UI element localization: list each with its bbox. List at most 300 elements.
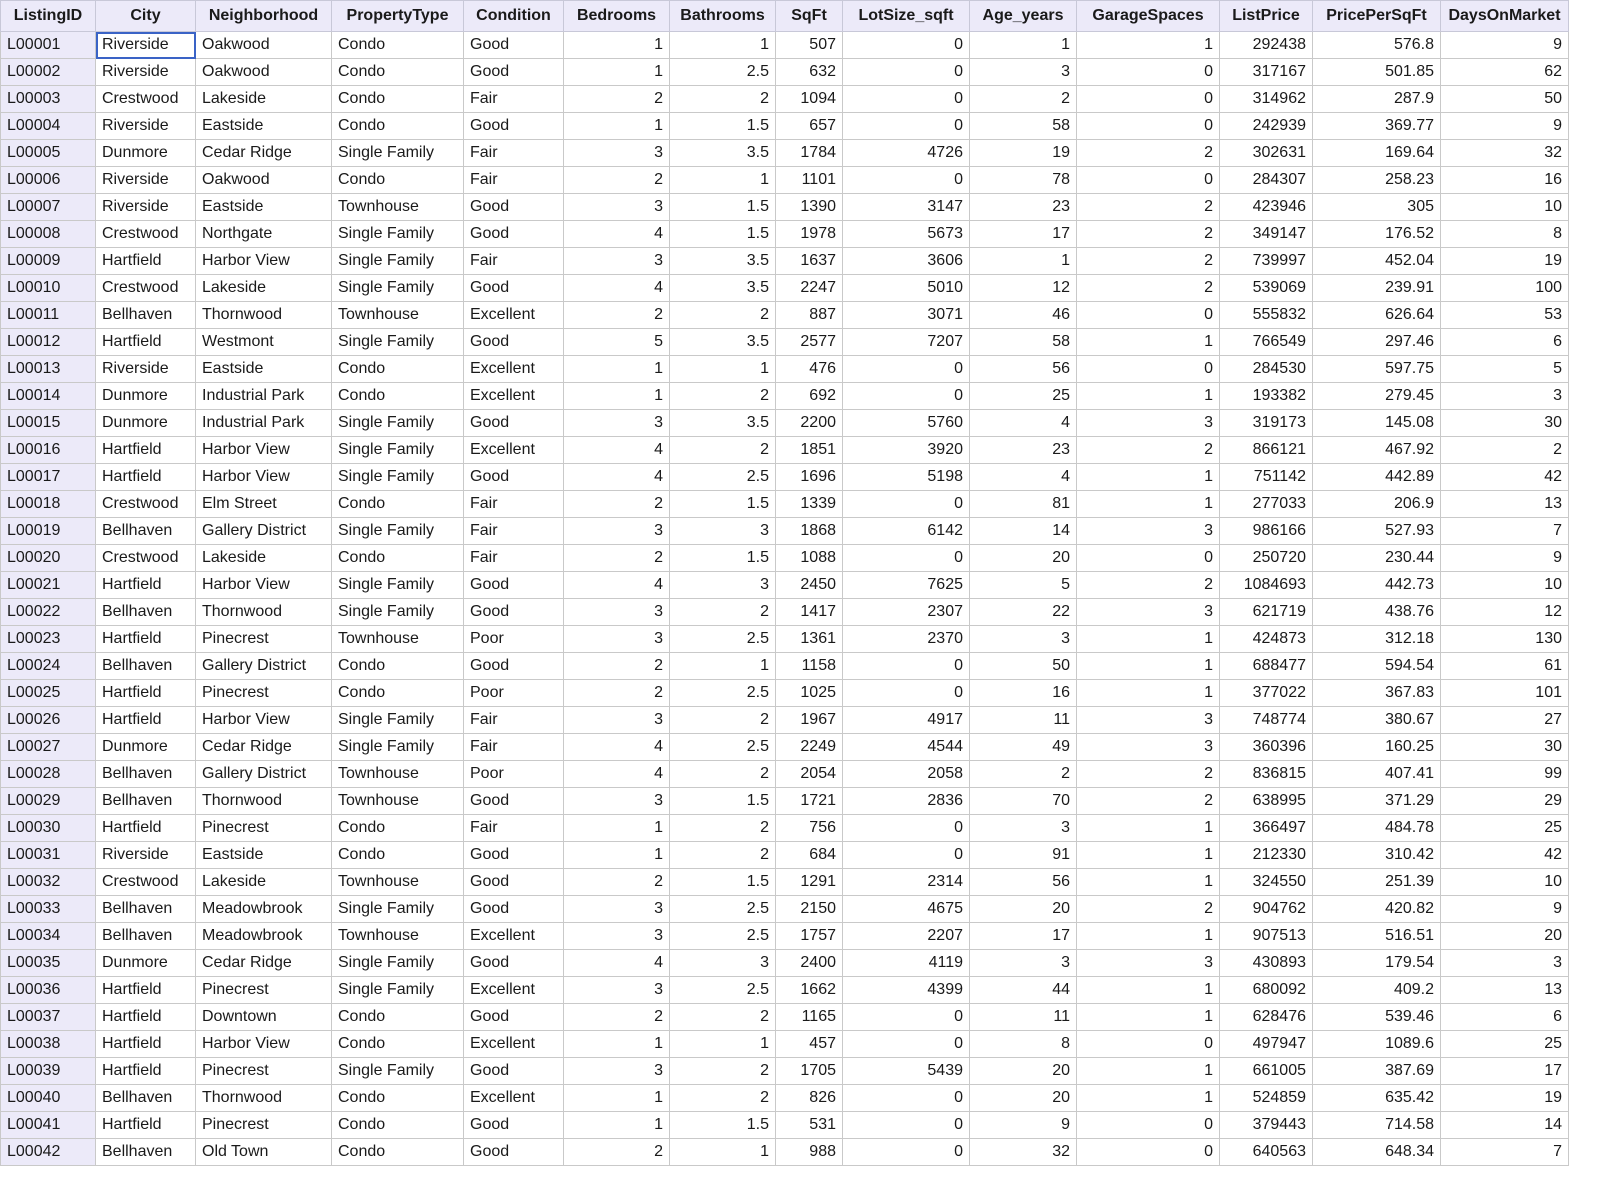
- table-cell[interactable]: Hartfield: [96, 248, 196, 275]
- table-cell[interactable]: 380.67: [1313, 707, 1441, 734]
- table-cell[interactable]: 1: [670, 653, 776, 680]
- table-cell[interactable]: 23: [970, 194, 1077, 221]
- table-cell[interactable]: 1978: [776, 221, 843, 248]
- table-cell[interactable]: 8: [1441, 221, 1569, 248]
- table-cell[interactable]: Good: [464, 410, 564, 437]
- table-cell[interactable]: Poor: [464, 761, 564, 788]
- table-cell[interactable]: 2577: [776, 329, 843, 356]
- table-cell[interactable]: 1.5: [670, 194, 776, 221]
- table-cell[interactable]: Good: [464, 950, 564, 977]
- table-cell[interactable]: 10: [1441, 572, 1569, 599]
- table-cell[interactable]: 2836: [843, 788, 970, 815]
- table-cell[interactable]: Condo: [332, 545, 464, 572]
- table-cell[interactable]: 1: [670, 167, 776, 194]
- table-cell[interactable]: 1: [1077, 329, 1220, 356]
- table-cell[interactable]: L00038: [1, 1031, 96, 1058]
- table-cell[interactable]: 0: [843, 356, 970, 383]
- table-cell[interactable]: 2370: [843, 626, 970, 653]
- table-cell[interactable]: 3.5: [670, 275, 776, 302]
- table-cell[interactable]: 7625: [843, 572, 970, 599]
- table-cell[interactable]: 4: [564, 572, 670, 599]
- table-cell[interactable]: 1: [1077, 1058, 1220, 1085]
- table-cell[interactable]: L00004: [1, 113, 96, 140]
- table-cell[interactable]: 0: [1077, 1031, 1220, 1058]
- table-cell[interactable]: 42: [1441, 464, 1569, 491]
- table-cell[interactable]: L00036: [1, 977, 96, 1004]
- table-cell[interactable]: 407.41: [1313, 761, 1441, 788]
- table-cell[interactable]: 1: [1077, 842, 1220, 869]
- table-cell[interactable]: Thornwood: [196, 1085, 332, 1112]
- table-cell[interactable]: Riverside: [96, 113, 196, 140]
- table-cell[interactable]: 501.85: [1313, 59, 1441, 86]
- table-cell[interactable]: Excellent: [464, 302, 564, 329]
- table-cell[interactable]: Condo: [332, 1085, 464, 1112]
- table-cell[interactable]: 0: [1077, 545, 1220, 572]
- table-cell[interactable]: L00037: [1, 1004, 96, 1031]
- table-cell[interactable]: Condo: [332, 383, 464, 410]
- table-cell[interactable]: 1: [1077, 923, 1220, 950]
- table-cell[interactable]: 22: [970, 599, 1077, 626]
- table-cell[interactable]: 0: [843, 167, 970, 194]
- table-cell[interactable]: 423946: [1220, 194, 1313, 221]
- table-cell[interactable]: 20: [970, 896, 1077, 923]
- table-cell[interactable]: Crestwood: [96, 869, 196, 896]
- table-cell[interactable]: L00001: [1, 32, 96, 59]
- table-cell[interactable]: 9: [1441, 32, 1569, 59]
- table-cell[interactable]: Condo: [332, 32, 464, 59]
- table-cell[interactable]: 3: [564, 788, 670, 815]
- table-cell[interactable]: Condo: [332, 815, 464, 842]
- table-cell[interactable]: 193382: [1220, 383, 1313, 410]
- table-cell[interactable]: 5: [1441, 356, 1569, 383]
- table-cell[interactable]: 3: [970, 626, 1077, 653]
- table-cell[interactable]: 714.58: [1313, 1112, 1441, 1139]
- table-cell[interactable]: Pinecrest: [196, 815, 332, 842]
- table-cell[interactable]: 1: [1077, 1004, 1220, 1031]
- table-cell[interactable]: Bellhaven: [96, 302, 196, 329]
- table-cell[interactable]: Harbor View: [196, 248, 332, 275]
- table-cell[interactable]: 4: [564, 275, 670, 302]
- table-cell[interactable]: 531: [776, 1112, 843, 1139]
- table-cell[interactable]: Dunmore: [96, 383, 196, 410]
- table-cell[interactable]: L00028: [1, 761, 96, 788]
- table-cell[interactable]: 638995: [1220, 788, 1313, 815]
- table-cell[interactable]: 20: [1441, 923, 1569, 950]
- table-cell[interactable]: Fair: [464, 491, 564, 518]
- table-cell[interactable]: 49: [970, 734, 1077, 761]
- table-cell[interactable]: Single Family: [332, 950, 464, 977]
- table-cell[interactable]: 50: [970, 653, 1077, 680]
- table-cell[interactable]: Dunmore: [96, 950, 196, 977]
- table-cell[interactable]: Condo: [332, 1004, 464, 1031]
- table-cell[interactable]: 9: [1441, 113, 1569, 140]
- table-cell[interactable]: 3: [1441, 383, 1569, 410]
- table-cell[interactable]: 3: [564, 248, 670, 275]
- table-cell[interactable]: 2.5: [670, 923, 776, 950]
- table-cell[interactable]: 1: [1077, 977, 1220, 1004]
- table-cell[interactable]: 1721: [776, 788, 843, 815]
- table-cell[interactable]: Dunmore: [96, 140, 196, 167]
- table-cell[interactable]: 1851: [776, 437, 843, 464]
- table-cell[interactable]: 0: [843, 113, 970, 140]
- table-cell[interactable]: L00019: [1, 518, 96, 545]
- table-cell[interactable]: Gallery District: [196, 518, 332, 545]
- table-cell[interactable]: 3: [1077, 599, 1220, 626]
- column-header[interactable]: LotSize_sqft: [843, 1, 970, 32]
- table-cell[interactable]: 442.73: [1313, 572, 1441, 599]
- table-cell[interactable]: Cedar Ridge: [196, 950, 332, 977]
- table-cell[interactable]: 688477: [1220, 653, 1313, 680]
- table-cell[interactable]: 866121: [1220, 437, 1313, 464]
- table-cell[interactable]: Lakeside: [196, 869, 332, 896]
- table-cell[interactable]: 3.5: [670, 140, 776, 167]
- table-cell[interactable]: 476: [776, 356, 843, 383]
- table-cell[interactable]: 297.46: [1313, 329, 1441, 356]
- table-cell[interactable]: 3: [564, 1058, 670, 1085]
- table-cell[interactable]: 4726: [843, 140, 970, 167]
- table-cell[interactable]: Good: [464, 1058, 564, 1085]
- table-cell[interactable]: Condo: [332, 86, 464, 113]
- table-cell[interactable]: Crestwood: [96, 86, 196, 113]
- table-cell[interactable]: Townhouse: [332, 923, 464, 950]
- table-cell[interactable]: 101: [1441, 680, 1569, 707]
- table-cell[interactable]: 1: [564, 59, 670, 86]
- table-cell[interactable]: 524859: [1220, 1085, 1313, 1112]
- table-cell[interactable]: 81: [970, 491, 1077, 518]
- table-cell[interactable]: Hartfield: [96, 1112, 196, 1139]
- table-cell[interactable]: 1291: [776, 869, 843, 896]
- table-cell[interactable]: 3: [564, 194, 670, 221]
- table-cell[interactable]: Thornwood: [196, 599, 332, 626]
- table-cell[interactable]: 62: [1441, 59, 1569, 86]
- table-cell[interactable]: 1361: [776, 626, 843, 653]
- table-cell[interactable]: 597.75: [1313, 356, 1441, 383]
- table-cell[interactable]: 3: [564, 896, 670, 923]
- table-cell[interactable]: 0: [843, 86, 970, 113]
- table-cell[interactable]: Hartfield: [96, 815, 196, 842]
- table-cell[interactable]: Oakwood: [196, 59, 332, 86]
- table-cell[interactable]: 626.64: [1313, 302, 1441, 329]
- table-cell[interactable]: 1094: [776, 86, 843, 113]
- table-cell[interactable]: 1784: [776, 140, 843, 167]
- table-cell[interactable]: 1: [670, 1139, 776, 1166]
- table-cell[interactable]: 594.54: [1313, 653, 1441, 680]
- table-cell[interactable]: Single Family: [332, 707, 464, 734]
- table-cell[interactable]: Hartfield: [96, 626, 196, 653]
- table-cell[interactable]: 1: [1077, 1085, 1220, 1112]
- table-cell[interactable]: Excellent: [464, 437, 564, 464]
- table-cell[interactable]: 1662: [776, 977, 843, 1004]
- table-cell[interactable]: Dunmore: [96, 734, 196, 761]
- table-cell[interactable]: 680092: [1220, 977, 1313, 1004]
- table-cell[interactable]: 2: [564, 1139, 670, 1166]
- table-cell[interactable]: Riverside: [96, 167, 196, 194]
- table-cell[interactable]: 1: [970, 32, 1077, 59]
- table-cell[interactable]: Single Family: [332, 464, 464, 491]
- table-cell[interactable]: Industrial Park: [196, 410, 332, 437]
- table-cell[interactable]: 1: [564, 32, 670, 59]
- table-cell[interactable]: Townhouse: [332, 194, 464, 221]
- table-cell[interactable]: Single Family: [332, 1058, 464, 1085]
- table-cell[interactable]: 292438: [1220, 32, 1313, 59]
- table-cell[interactable]: 1: [1077, 464, 1220, 491]
- table-cell[interactable]: Bellhaven: [96, 923, 196, 950]
- table-cell[interactable]: Hartfield: [96, 977, 196, 1004]
- table-cell[interactable]: L00040: [1, 1085, 96, 1112]
- table-cell[interactable]: 1: [670, 356, 776, 383]
- table-cell[interactable]: 1: [564, 356, 670, 383]
- table-cell[interactable]: 10: [1441, 869, 1569, 896]
- table-cell[interactable]: Excellent: [464, 977, 564, 1004]
- table-cell[interactable]: Condo: [332, 842, 464, 869]
- table-cell[interactable]: L00023: [1, 626, 96, 653]
- table-cell[interactable]: 507: [776, 32, 843, 59]
- table-cell[interactable]: 0: [843, 32, 970, 59]
- column-header[interactable]: ListPrice: [1220, 1, 1313, 32]
- table-cell[interactable]: Cedar Ridge: [196, 140, 332, 167]
- column-header[interactable]: Neighborhood: [196, 1, 332, 32]
- table-cell[interactable]: Bellhaven: [96, 788, 196, 815]
- table-cell[interactable]: Townhouse: [332, 626, 464, 653]
- table-cell[interactable]: 46: [970, 302, 1077, 329]
- table-cell[interactable]: L00035: [1, 950, 96, 977]
- table-cell[interactable]: Elm Street: [196, 491, 332, 518]
- table-cell[interactable]: 44: [970, 977, 1077, 1004]
- table-cell[interactable]: 379443: [1220, 1112, 1313, 1139]
- table-cell[interactable]: 317167: [1220, 59, 1313, 86]
- table-cell[interactable]: Hartfield: [96, 437, 196, 464]
- table-cell[interactable]: 836815: [1220, 761, 1313, 788]
- table-cell[interactable]: 1: [1077, 32, 1220, 59]
- table-cell[interactable]: 635.42: [1313, 1085, 1441, 1112]
- table-cell[interactable]: 2: [1077, 572, 1220, 599]
- table-cell[interactable]: 4: [970, 464, 1077, 491]
- table-cell[interactable]: 3147: [843, 194, 970, 221]
- table-cell[interactable]: 179.54: [1313, 950, 1441, 977]
- table-cell[interactable]: 1: [1077, 815, 1220, 842]
- table-cell[interactable]: 0: [843, 491, 970, 518]
- table-cell[interactable]: Condo: [332, 491, 464, 518]
- table-cell[interactable]: 2.5: [670, 734, 776, 761]
- table-cell[interactable]: 2314: [843, 869, 970, 896]
- table-cell[interactable]: L00020: [1, 545, 96, 572]
- table-cell[interactable]: Condo: [332, 113, 464, 140]
- table-cell[interactable]: 2: [564, 302, 670, 329]
- table-cell[interactable]: 100: [1441, 275, 1569, 302]
- table-cell[interactable]: 3: [1077, 518, 1220, 545]
- table-cell[interactable]: 13: [1441, 977, 1569, 1004]
- table-cell[interactable]: Industrial Park: [196, 383, 332, 410]
- table-cell[interactable]: Good: [464, 869, 564, 896]
- table-cell[interactable]: Hartfield: [96, 1058, 196, 1085]
- table-cell[interactable]: 6: [1441, 1004, 1569, 1031]
- table-cell[interactable]: Pinecrest: [196, 1058, 332, 1085]
- table-cell[interactable]: L00014: [1, 383, 96, 410]
- table-cell[interactable]: 29: [1441, 788, 1569, 815]
- table-cell[interactable]: 6142: [843, 518, 970, 545]
- table-cell[interactable]: L00008: [1, 221, 96, 248]
- table-cell[interactable]: 0: [1077, 59, 1220, 86]
- table-cell[interactable]: 251.39: [1313, 869, 1441, 896]
- table-cell[interactable]: 14: [1441, 1112, 1569, 1139]
- table-cell[interactable]: Harbor View: [196, 464, 332, 491]
- table-cell[interactable]: 0: [1077, 86, 1220, 113]
- table-cell[interactable]: 314962: [1220, 86, 1313, 113]
- table-cell[interactable]: 2: [1077, 140, 1220, 167]
- table-cell[interactable]: 25: [1441, 815, 1569, 842]
- table-cell[interactable]: 2: [1077, 275, 1220, 302]
- table-cell[interactable]: Condo: [332, 167, 464, 194]
- table-cell[interactable]: L00031: [1, 842, 96, 869]
- table-cell[interactable]: 17: [1441, 1058, 1569, 1085]
- table-cell[interactable]: 2: [970, 761, 1077, 788]
- table-cell[interactable]: 5010: [843, 275, 970, 302]
- table-cell[interactable]: 366497: [1220, 815, 1313, 842]
- table-cell[interactable]: L00041: [1, 1112, 96, 1139]
- table-cell[interactable]: L00039: [1, 1058, 96, 1085]
- table-cell[interactable]: Fair: [464, 248, 564, 275]
- table-cell[interactable]: 2: [564, 545, 670, 572]
- table-cell[interactable]: 555832: [1220, 302, 1313, 329]
- table-cell[interactable]: 1158: [776, 653, 843, 680]
- table-cell[interactable]: 17: [970, 923, 1077, 950]
- table-cell[interactable]: Bellhaven: [96, 1139, 196, 1166]
- table-cell[interactable]: 0: [843, 545, 970, 572]
- table-cell[interactable]: Good: [464, 572, 564, 599]
- table-cell[interactable]: 1: [1077, 626, 1220, 653]
- table-cell[interactable]: 2: [1077, 248, 1220, 275]
- table-cell[interactable]: 1.5: [670, 113, 776, 140]
- table-cell[interactable]: 0: [843, 653, 970, 680]
- table-cell[interactable]: 8: [970, 1031, 1077, 1058]
- table-cell[interactable]: Hartfield: [96, 680, 196, 707]
- table-cell[interactable]: 988: [776, 1139, 843, 1166]
- table-cell[interactable]: Condo: [332, 653, 464, 680]
- table-cell[interactable]: 0: [843, 1112, 970, 1139]
- table-cell[interactable]: 826: [776, 1085, 843, 1112]
- table-cell[interactable]: 7: [1441, 518, 1569, 545]
- table-cell[interactable]: 2: [670, 842, 776, 869]
- table-cell[interactable]: 284307: [1220, 167, 1313, 194]
- table-cell[interactable]: 3920: [843, 437, 970, 464]
- table-cell[interactable]: 1705: [776, 1058, 843, 1085]
- table-cell[interactable]: 1: [670, 32, 776, 59]
- table-cell[interactable]: Excellent: [464, 1085, 564, 1112]
- table-cell[interactable]: 1757: [776, 923, 843, 950]
- table-cell[interactable]: 2: [1077, 194, 1220, 221]
- table-cell[interactable]: Pinecrest: [196, 1112, 332, 1139]
- table-cell[interactable]: 3: [670, 572, 776, 599]
- column-header[interactable]: SqFt: [776, 1, 843, 32]
- table-cell[interactable]: 2.5: [670, 977, 776, 1004]
- table-cell[interactable]: Gallery District: [196, 653, 332, 680]
- table-cell[interactable]: Townhouse: [332, 761, 464, 788]
- column-header[interactable]: Bathrooms: [670, 1, 776, 32]
- table-cell[interactable]: 17: [970, 221, 1077, 248]
- table-cell[interactable]: Good: [464, 1004, 564, 1031]
- table-cell[interactable]: Lakeside: [196, 545, 332, 572]
- table-cell[interactable]: 1868: [776, 518, 843, 545]
- table-cell[interactable]: 3: [564, 977, 670, 1004]
- table-cell[interactable]: 50: [1441, 86, 1569, 113]
- table-cell[interactable]: Single Family: [332, 140, 464, 167]
- table-cell[interactable]: 3: [564, 518, 670, 545]
- table-cell[interactable]: 9: [970, 1112, 1077, 1139]
- table-cell[interactable]: 230.44: [1313, 545, 1441, 572]
- table-cell[interactable]: 11: [970, 1004, 1077, 1031]
- table-cell[interactable]: 1390: [776, 194, 843, 221]
- table-cell[interactable]: Riverside: [96, 356, 196, 383]
- table-cell[interactable]: 1084693: [1220, 572, 1313, 599]
- table-cell[interactable]: 4675: [843, 896, 970, 923]
- table-cell[interactable]: L00026: [1, 707, 96, 734]
- table-cell[interactable]: L00016: [1, 437, 96, 464]
- table-cell[interactable]: 2400: [776, 950, 843, 977]
- table-cell[interactable]: Westmont: [196, 329, 332, 356]
- table-cell[interactable]: 23: [970, 437, 1077, 464]
- table-cell[interactable]: 0: [1077, 1112, 1220, 1139]
- table-cell[interactable]: L00032: [1, 869, 96, 896]
- table-cell[interactable]: 160.25: [1313, 734, 1441, 761]
- table-cell[interactable]: 2: [564, 653, 670, 680]
- table-cell[interactable]: Downtown: [196, 1004, 332, 1031]
- table-cell[interactable]: 19: [970, 140, 1077, 167]
- table-cell[interactable]: Fair: [464, 545, 564, 572]
- table-cell[interactable]: Fair: [464, 167, 564, 194]
- table-cell[interactable]: L00027: [1, 734, 96, 761]
- table-cell[interactable]: 169.64: [1313, 140, 1441, 167]
- table-cell[interactable]: Bellhaven: [96, 1085, 196, 1112]
- table-cell[interactable]: 2: [564, 167, 670, 194]
- table-cell[interactable]: 58: [970, 113, 1077, 140]
- table-cell[interactable]: 387.69: [1313, 1058, 1441, 1085]
- table-cell[interactable]: 349147: [1220, 221, 1313, 248]
- table-cell[interactable]: 2: [564, 491, 670, 518]
- table-cell[interactable]: Northgate: [196, 221, 332, 248]
- table-cell[interactable]: Harbor View: [196, 572, 332, 599]
- table-cell[interactable]: 661005: [1220, 1058, 1313, 1085]
- table-cell[interactable]: 576.8: [1313, 32, 1441, 59]
- table-cell[interactable]: Riverside: [96, 59, 196, 86]
- table-cell[interactable]: 2.5: [670, 464, 776, 491]
- column-header[interactable]: GarageSpaces: [1077, 1, 1220, 32]
- table-cell[interactable]: 0: [843, 842, 970, 869]
- table-cell[interactable]: 751142: [1220, 464, 1313, 491]
- table-cell[interactable]: Good: [464, 221, 564, 248]
- table-cell[interactable]: L00029: [1, 788, 96, 815]
- table-cell[interactable]: 1: [564, 815, 670, 842]
- table-cell[interactable]: 1967: [776, 707, 843, 734]
- table-cell[interactable]: 2.5: [670, 680, 776, 707]
- table-cell[interactable]: 756: [776, 815, 843, 842]
- table-cell[interactable]: Dunmore: [96, 410, 196, 437]
- table-cell[interactable]: 360396: [1220, 734, 1313, 761]
- table-cell[interactable]: 2: [970, 86, 1077, 113]
- table-cell[interactable]: Single Family: [332, 221, 464, 248]
- table-cell[interactable]: 16: [1441, 167, 1569, 194]
- column-header[interactable]: PricePerSqFt: [1313, 1, 1441, 32]
- table-cell[interactable]: 692: [776, 383, 843, 410]
- table-cell[interactable]: L00013: [1, 356, 96, 383]
- table-cell[interactable]: Single Family: [332, 572, 464, 599]
- table-cell[interactable]: 2: [670, 437, 776, 464]
- table-cell[interactable]: 1: [1077, 383, 1220, 410]
- table-cell[interactable]: 91: [970, 842, 1077, 869]
- table-cell[interactable]: 258.23: [1313, 167, 1441, 194]
- table-cell[interactable]: 2: [564, 1004, 670, 1031]
- table-cell[interactable]: Condo: [332, 1031, 464, 1058]
- table-cell[interactable]: 3: [970, 950, 1077, 977]
